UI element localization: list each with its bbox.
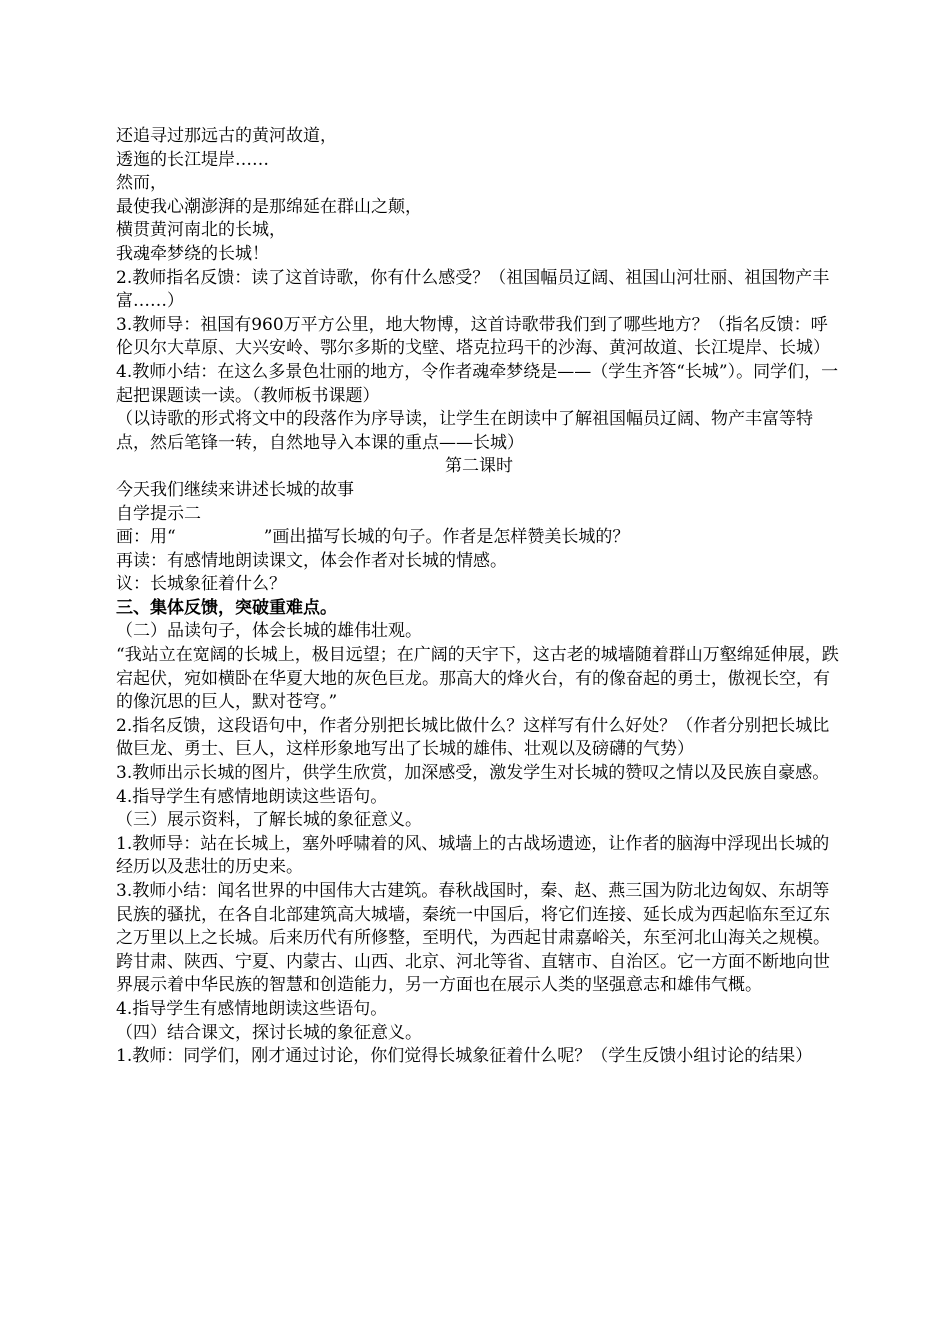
document-body: [116, 125, 842, 1069]
paragraph: 3.教师导：祖国有960万平方公里，地大物博，这首诗歌带我们到了哪些地方？（指名反馈：呼伦贝尔大草原、大兴安岭、鄂尔多斯的戈壁、塔克拉玛干的沙海、黄河故道、长江堤岸、长城）: [116, 314, 830, 359]
paragraph: 今天我们继续来讲述长城的故事: [116, 479, 354, 500]
poem-line: 透迤的长江堤岸……: [116, 149, 269, 170]
subheading: （四）结合课文，探讨长城的象征意义。: [116, 1022, 422, 1043]
paragraph: （以诗歌的形式将文中的段落作为序导读，让学生在朗读中了解祖国幅员辽阔、物产丰富等特点，然后笔锋一转，自然地导入本课的重点——长城）: [116, 409, 813, 453]
paragraph: 4.教师小结：在这么多景色壮丽的地方，令作者魂牵梦绕是——（学生齐答“长城”）。同学们，一起把课题读一读。（教师板书课题）: [116, 361, 839, 406]
section-heading: 三、集体反馈，突破重难点。: [116, 597, 337, 618]
paragraph: 再读：有感情地朗读课文，体会作者对长城的情感。: [116, 550, 507, 571]
poem-line: 还追寻过那远古的黄河故道，: [116, 126, 337, 146]
paragraph: 4.指导学生有感情地朗读这些语句。: [116, 998, 388, 1019]
poem-line: 我魂牵梦绕的长城！: [116, 243, 269, 264]
paragraph: 议：长城象征着什么？: [116, 574, 286, 595]
paragraph: 1.教师：同学们，刚才通过讨论，你们觉得长城象征着什么呢？（学生反馈小组讨论的结果）: [116, 1046, 813, 1067]
paragraph: 3.教师小结：闻名世界的中国伟大古建筑。春秋战国时，秦、赵、燕三国为防北边匈奴、东胡等民族的骚扰，在各自北部建筑高大城墙，秦统一中国后，将它们连接、延长成为西起临东至辽东之万里以上之长城。后来历代有所修整，至明代，为西起甘肃嘉峪关，东至河北山海关之规模。跨甘肃、陕西、宁夏、内蒙古、山西、北京、河北等省、直辖市、自治区。它一方面不断地向世界展示着中华民族的智慧和创造能力，另一方面也在展示人类的坚强意志和雄伟气概。: [116, 881, 830, 996]
draw-instruction-after: ”画出描写长城的句子。作者是怎样赞美长城的？: [263, 527, 630, 548]
paragraph: 2.指名反馈，这段语句中，作者分别把长城比做什么？这样写有什么好处？（作者分别把长城比做巨龙、勇士、巨人，这样形象地写出了长城的雄伟、壮观以及磅礴的气势）: [116, 715, 830, 760]
subheading: （二）品读句子，体会长城的雄伟壮观。: [116, 621, 422, 642]
paragraph: 2.教师指名反馈：读了这首诗歌，你有什么感受？（祖国幅员辽阔、祖国山河壮丽、祖国物产丰富……）: [116, 267, 830, 312]
subheading: （三）展示资料，了解长城的象征意义。: [116, 810, 422, 831]
poem-line: 横贯黄河南北的长城，: [116, 220, 286, 241]
paragraph: 自学提示二: [116, 503, 201, 524]
draw-instruction-before: 画：用“: [116, 527, 176, 548]
section-title: 第二课时: [445, 456, 513, 477]
poem-line: 最使我心潮澎湃的是那绵延在群山之颠，: [116, 196, 422, 217]
paragraph: 4.指导学生有感情地朗读这些语句。: [116, 786, 388, 807]
draw-instruction: [116, 526, 842, 550]
poem-line: 然而，: [116, 173, 167, 194]
paragraph: 3.教师出示长城的图片，供学生欣赏，加深感受，激发学生对长城的赞叹之情以及民族自豪感。: [116, 763, 830, 784]
paragraph: 1.教师导：站在长城上，塞外呼啸着的风、城墙上的古战场遗迹，让作者的脑海中浮现出长城的经历以及悲壮的历史来。: [116, 833, 830, 878]
quote-paragraph: “我站立在宽阔的长城上，极目远望；在广阔的天宇下，这古老的城墙随着群山万壑绵延伸展，跌宕起伏，宛如横卧在华夏大地的灰色巨龙。那高大的烽火台，有的像奋起的勇士，傲视长空，有的像沉思的巨人，默对苍穹。”: [116, 645, 839, 713]
